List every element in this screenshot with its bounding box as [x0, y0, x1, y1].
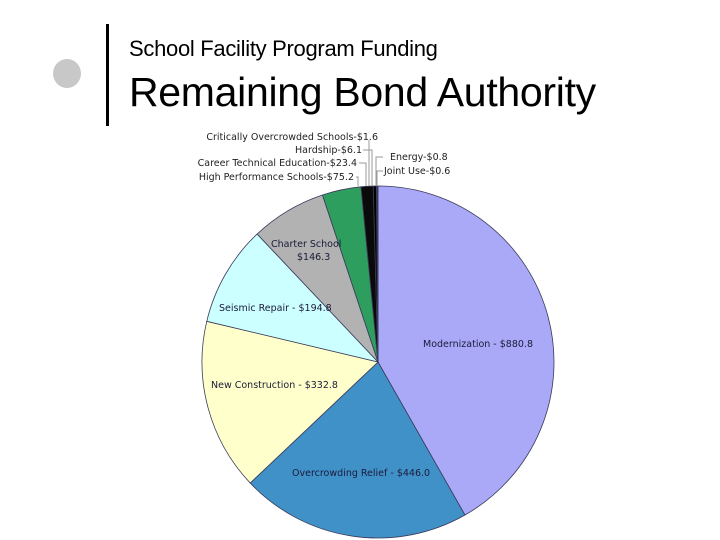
- label-modernization: Modernization - $880.8: [423, 339, 533, 350]
- label-new-construction: New Construction - $332.8: [211, 380, 338, 391]
- label-cte: Career Technical Education-$23.4: [197, 158, 357, 169]
- label-joint-use: Joint Use-$0.6: [384, 166, 451, 177]
- label-charter-value: $146.3: [297, 252, 331, 263]
- label-overcrowding-relief: Overcrowding Relief - $446.0: [292, 468, 431, 479]
- label-charter-school: Charter School: [271, 239, 342, 250]
- label-energy: Energy-$0.8: [390, 152, 448, 163]
- label-seismic: Seismic Repair - $194.8: [219, 303, 332, 314]
- slide-title: Remaining Bond Authority: [129, 69, 596, 115]
- pie-slices: [202, 186, 554, 538]
- label-high-performance: High Performance Schools-$75.2: [198, 172, 354, 183]
- label-critically-overcrowded: Critically Overcrowded Schools-$1.6: [206, 132, 378, 143]
- slide-subtitle: School Facility Program Funding: [129, 36, 438, 61]
- label-hardship: Hardship-$6.1: [295, 145, 362, 156]
